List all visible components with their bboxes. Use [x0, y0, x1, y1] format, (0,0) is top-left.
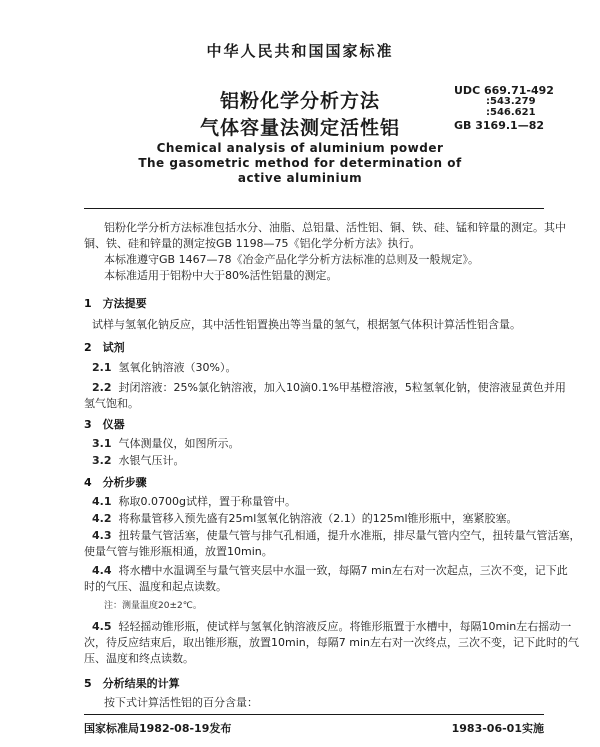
item-4-4-text-line-2: 时的气压、温度和起点读数。	[84, 580, 227, 593]
section-2-title: 2 试剂	[84, 341, 125, 354]
item-3-1-text: 气体测量仪，如图所示。	[118, 437, 240, 450]
item-4-1-text: 称取0.0700g试样，置于称量管中。	[118, 495, 296, 508]
item-4-2-text: 将称量管移入预先盛有25ml氢氧化钠溶液（2.1）的125ml锥形瓶中，塞紧胶塞。	[118, 512, 518, 525]
effective-date: 1983-06-01实施	[451, 722, 544, 735]
item-4-4-text: 将水槽中水温调至与量气管夹层中水温一致，每隔7 min左右对一次起点，三次不变，记下此	[118, 564, 568, 577]
item-4-3-number: 4.3	[92, 529, 112, 542]
section-5-title: 5 分析结果的计算	[84, 677, 180, 690]
title-en-line-2: The gasometric method for determination of	[138, 156, 462, 170]
section-3-title: 3 仪器	[84, 418, 125, 431]
title-zh-line-2: 气体容量法测定活性铝	[199, 117, 400, 139]
item-4-5-number: 4.5	[92, 620, 112, 633]
country-standard-header: 中华人民共和国国家标准	[206, 42, 394, 60]
header-divider	[84, 208, 544, 209]
item-2-1-number: 2.1	[92, 361, 112, 374]
item-4-4-note: 注：测量温度20±2℃。	[104, 601, 202, 611]
item-2-2-number: 2.2	[92, 381, 112, 394]
issue-date: 国家标准局1982-08-19发布	[84, 722, 232, 735]
item-4-4-number: 4.4	[92, 564, 112, 577]
udc-code-3: :546.621	[486, 107, 536, 118]
intro-p2: 本标准遵守GB 1467—78《冶金产品化学分析方法标准的总则及一般规定》。	[104, 253, 480, 266]
item-4-5-text: 轻轻摇动锥形瓶，使试样与氢氧化钠溶液反应。将锥形瓶置于水槽中，每隔10min左右摇动一	[118, 620, 572, 633]
item-4-1-number: 4.1	[92, 495, 112, 508]
section-4-title: 4 分析步骤	[84, 476, 147, 489]
udc-code: UDC 669.71-492	[454, 84, 554, 97]
title-zh-line-1: 铝粉化学分析方法	[219, 90, 380, 112]
item-4-2-number: 4.2	[92, 512, 112, 525]
item-3-2-text: 水银气压计。	[118, 454, 185, 467]
item-2-1-text: 氢氧化钠溶液（30%）。	[118, 361, 237, 374]
title-en-line-3: active aluminium	[237, 171, 363, 185]
item-4-3-text: 扭转量气管活塞，使量气管与排气孔相通，提升水准瓶，排尽量气管内空气，扭转量气管活塞，	[118, 529, 581, 542]
section-1-title: 1 方法提要	[84, 297, 147, 310]
item-3-2-number: 3.2	[92, 454, 112, 467]
gb-code: GB 3169.1—82	[454, 119, 544, 132]
udc-code-2: :543.279	[486, 96, 536, 107]
item-2-2-text: 封闭溶液：25%氯化钠溶液，加入10滴0.1%甲基橙溶液，5粒氢氧化钠，使溶液显黄色并用	[118, 381, 566, 394]
title-en-line-1: Chemical analysis of aluminium powder	[156, 141, 444, 155]
section-1-text: 试样与氢氧化钠反应，其中活性铝置换出等当量的氢气，根据氢气体积计算活性铝含量。	[92, 318, 521, 331]
item-4-5-text-line-3: 压、温度和终点读数。	[84, 652, 194, 665]
intro-p1-line-2: 铜、铁、硅和锌量的测定按GB 1198—75《铝化学分析方法》执行。	[84, 237, 421, 250]
item-4-5-text-line-2: 次，待反应结束后，取出锥形瓶，放置10min，每隔7 min左右对一次终点，三次不变，记下此时的气	[84, 636, 579, 649]
item-2-2-text-line-2: 氢气饱和。	[84, 397, 139, 410]
item-3-1-number: 3.1	[92, 437, 112, 450]
intro-p3: 本标准适用于铝粉中大于80%活性铝量的测定。	[104, 269, 338, 282]
footer-divider	[84, 714, 544, 715]
item-4-3-text-line-2: 使量气管与锥形瓶相通，放置10min。	[84, 545, 273, 558]
section-5-text: 按下式计算活性铝的百分含量：	[104, 696, 258, 709]
intro-p1-line-1: 铝粉化学分析方法标准包括水分、油脂、总铝量、活性铝、铜、铁、硅、锰和锌量的测定。其中	[104, 221, 566, 234]
